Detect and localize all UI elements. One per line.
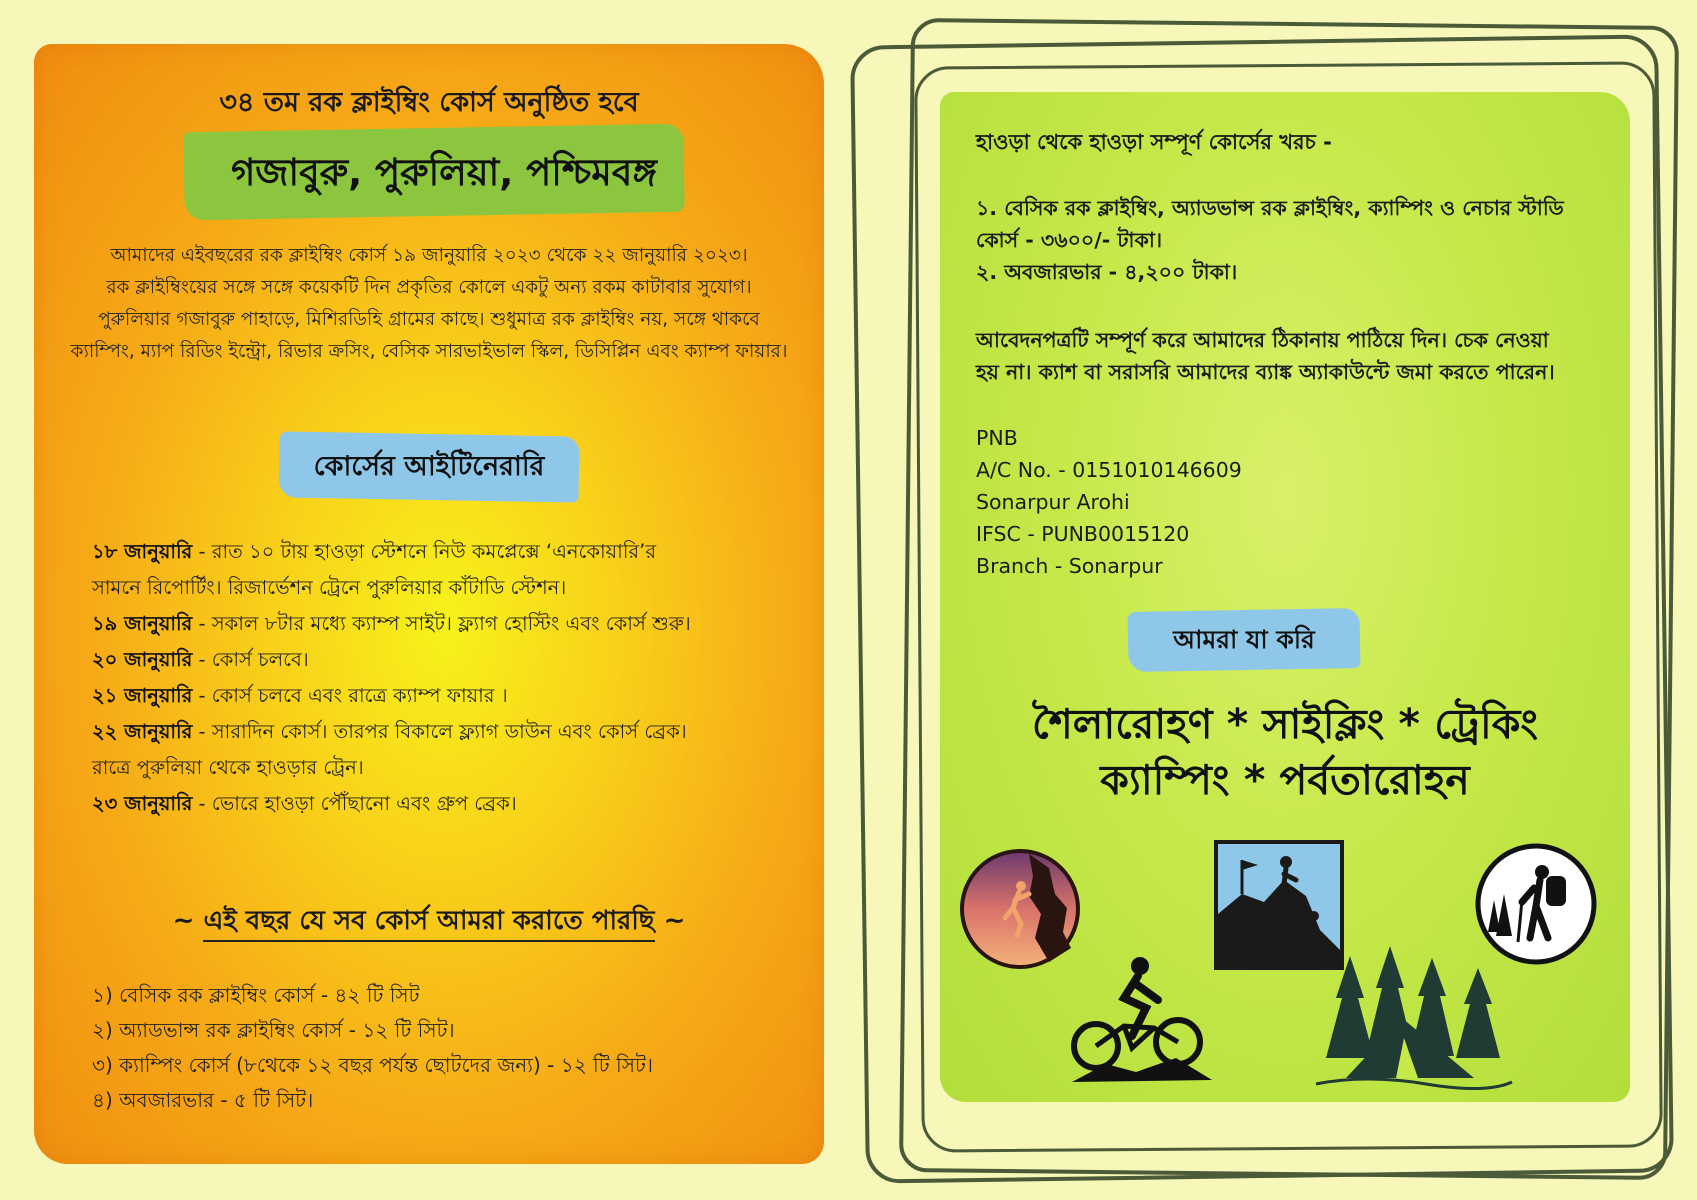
itinerary-text: - কোর্স চলবে। [192, 648, 309, 671]
fee-line: ২. অবজারভার - ৪,২০০ টাকা। [976, 260, 1238, 284]
cycling-icon [1066, 954, 1216, 1090]
what-we-do-heading: আমরা যা করি [1173, 625, 1315, 654]
right-panel [940, 92, 1630, 1102]
itinerary-text: - রাত ১০ টায় হাওড়া স্টেশনে নিউ কমপ্লেক্সে ‘এনকোয়ারি’র [192, 540, 657, 563]
itinerary-item [92, 606, 812, 642]
activities [940, 696, 1630, 808]
course-item: ৪) অবজারভার - ৫ টি সিট। [92, 1088, 314, 1112]
camping-icon [1306, 938, 1516, 1102]
heading-tilde: ~ [172, 906, 204, 936]
itinerary-text: - সকাল ৮টার মধ্যে ক্যাম্প সাইট। ফ্ল্যাগ হোস্টিং এবং কোর্স শুরু। [192, 612, 691, 635]
course-item: ১) বেসিক রক ক্লাইম্বিং কোর্স - ৪২ টি সিট [92, 983, 420, 1007]
account-number: A/C No. - 0151010146609 [976, 458, 1242, 482]
fees-heading: হাওড়া থেকে হাওড়া সম্পূর্ণ কোর্সের খরচ - [976, 130, 1332, 154]
intro-line: পুরুলিয়ার গজাবুরু পাহাড়ে, মিশিরডিহি গ্রামের কাছে। শুধুমাত্র রক ক্লাইম্বিং নয়, সঙ্গে থাকবে [98, 309, 760, 330]
bank-details [976, 422, 1242, 582]
fee-line: ১. বেসিক রক ক্লাইম্বিং, অ্যাডভান্স রক ক্লাইম্বিং, ক্যাম্পিং ও নেচার স্টাডি [976, 196, 1564, 220]
intro-line: ক্যাম্পিং, ম্যাপ রিডিং ইন্ট্রো, রিভার ক্রসিং, বেসিক সারভাইভাল স্কিল, ডিসিপ্লিন এবং ক্যাম্প ফায়ার। [70, 341, 788, 362]
apply-line: আবেদনপত্রটি সম্পূর্ণ করে আমাদের ঠিকানায় পাঠিয়ে দিন। চেক নেওয়া [976, 328, 1549, 352]
itinerary-date: ২২ জানুয়ারি [92, 720, 193, 743]
rock-climbing-icon [959, 848, 1081, 974]
itinerary-date: ২৩ জানুয়ারি [92, 792, 193, 815]
itinerary-heading: কোর্সের আইটিনেরারি [313, 451, 545, 482]
left-panel [34, 44, 824, 1164]
heading-tilde: ~ [654, 906, 686, 936]
itinerary-date: ২০ জানুয়ারি [92, 648, 193, 671]
intro-line: আমাদের এইবছরের রক ক্লাইম্বিং কোর্স ১৯ জানুয়ারি ২০২৩ থেকে ২২ জানুয়ারি ২০২৩। [110, 245, 748, 266]
itinerary-date: ১৮ জানুয়ারি [92, 540, 193, 563]
account-holder: Sonarpur Arohi [976, 490, 1130, 514]
ifsc-code: IFSC - PUNB0015120 [976, 522, 1190, 546]
fee-line: কোর্স - ৩৬০০/- টাকা। [976, 228, 1163, 252]
courses-list [92, 978, 812, 1118]
apply-instructions [976, 324, 1616, 388]
course-item: ২) অ্যাডভান্স রক ক্লাইম্বিং কোর্স - ১২ টি সিট। [92, 1018, 455, 1042]
course-item: ৩) ক্যাম্পিং কোর্স (৮থেকে ১২ বছর পর্যন্ত ছোটদের জন্য) - ১২ টি সিট। [92, 1053, 654, 1077]
itinerary-item [92, 714, 812, 750]
branch-name: Branch - Sonarpur [976, 554, 1163, 578]
activities-line: ক্যাম্পিং * পর্বতারোহন [1100, 756, 1470, 804]
intro-text [34, 240, 824, 368]
itinerary-text: - কোর্স চলবে এবং রাত্রে ক্যাম্প ফায়ার । [192, 684, 508, 707]
location-title: গজাবুরু, পুরুলিয়া, পশ্চিমবঙ্গ [231, 151, 657, 194]
courses-heading-text: এই বছর যে সব কোর্স আমরা করাতে পারছি [203, 906, 654, 942]
itinerary-date: ১৯ জানুয়ারি [92, 612, 193, 635]
course-edition: ৩৪ তম রক ক্লাইম্বিং কোর্স অনুষ্ঠিত হবে [219, 87, 639, 118]
activities-line: শৈলারোহণ * সাইক্লিং * ট্রেকিং [1031, 700, 1539, 748]
itinerary-item [92, 534, 812, 570]
bank-name: PNB [976, 426, 1018, 450]
itinerary-text: সামনে রিপোর্টিং। রিজার্ভেশন ট্রেনে পুরুলিয়ার কাঁটাডি স্টেশন। [92, 576, 567, 599]
intro-line: রক ক্লাইম্বিংয়ের সঙ্গে সঙ্গে কয়েকটি দিন প্রকৃতির কোলে একটু অন্য রকম কাটাবার সুযোগ। [106, 277, 752, 298]
itinerary-date: ২১ জানুয়ারি [92, 684, 193, 707]
fees-list [976, 192, 1616, 288]
itinerary-text: - সারাদিন কোর্স। তারপর বিকালে ফ্ল্যাগ ডাউন এবং কোর্স ব্রেক। [192, 720, 687, 743]
itinerary-item [92, 678, 812, 714]
itinerary-list [92, 534, 812, 822]
itinerary-item [92, 642, 812, 678]
itinerary-item [92, 786, 812, 822]
itinerary-text: রাত্রে পুরুলিয়া থেকে হাওড়ার ট্রেন। [92, 756, 364, 779]
itinerary-text: - ভোরে হাওড়া পৌঁছানো এবং গ্রুপ ব্রেক। [192, 792, 517, 815]
itinerary-item [92, 570, 812, 606]
courses-heading [34, 900, 824, 944]
itinerary-item [92, 750, 812, 786]
apply-line: হয় না। ক্যাশ বা সরাসরি আমাদের ব্যাঙ্ক অ্যাকাউন্টে জমা করতে পারেন। [976, 360, 1555, 384]
